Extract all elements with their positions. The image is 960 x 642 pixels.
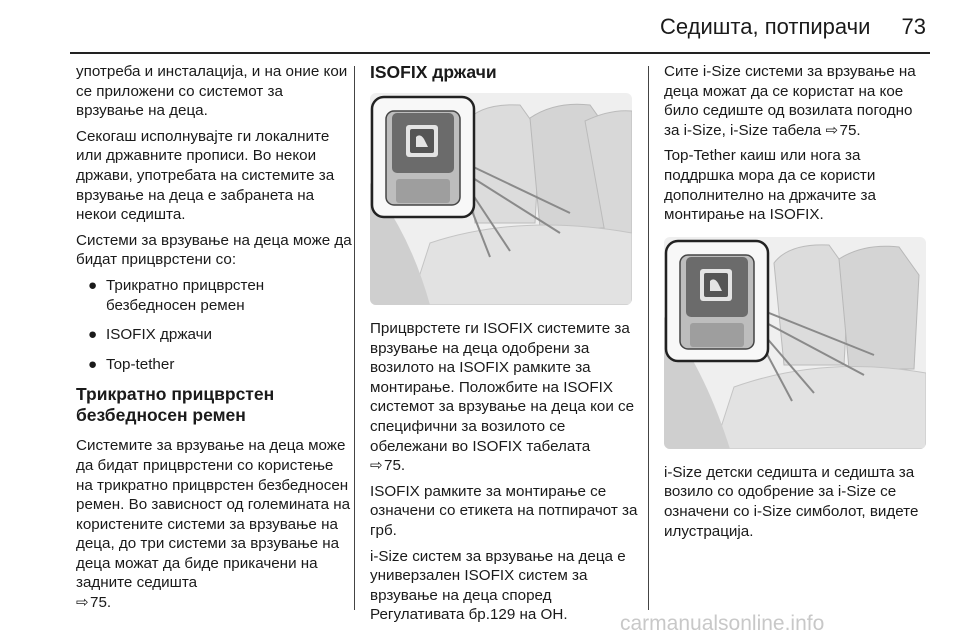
restraint-methods-list [76, 276, 354, 374]
isize-mounting-illustration [664, 237, 926, 449]
list-item: ● ISOFIX држачи [88, 326, 212, 344]
page-header [660, 14, 930, 48]
col2-paragraph-3: i-Size систем за врзување на деца е универзален ISOFIX систем за врзување на деца според Регулативата бр.129 на ОН. [370, 547, 626, 624]
col1-paragraph-1: употреба и инсталација, и на оние кои се приложени со системот за врзување на деца. [76, 63, 348, 120]
column-1 [76, 62, 354, 619]
list-item: ● Трикратно прицврстен безбедносен ремен [88, 276, 265, 314]
page-number: 73 [901, 14, 926, 39]
arrow-reference-icon: ⇨ [370, 457, 383, 475]
three-point-belt-heading: Трикратно прицврстен безбедносен ремен [76, 384, 275, 426]
col1-paragraph-4: Системите за врзување на деца може да бидат прицврстени со користење на трикратно прицврстен безбедносен ремен. Во зависност од големината на користените системи за врзување на деца, до три системи за врзување на деца можат да биде прикачени на задните седишта ⇨75. [76, 437, 351, 612]
section-title: Седишта, потпирачи [660, 14, 871, 39]
bullet-dot-icon: ● [88, 355, 98, 373]
page-reference[interactable]: 75. [839, 121, 861, 139]
col3-paragraph-1: Сите i-Size системи за врзување на деца можат да се користат на кое било седиште од возилата погодно за i-Size, i-Size табела ⇨75. [664, 63, 916, 139]
column-2 [370, 62, 640, 631]
isofix-mounting-illustration [370, 93, 632, 305]
column-divider-1 [354, 66, 355, 610]
col3-paragraph-2: Top-Tether каиш или нога за поддршка мора да се користи дополнително на држачите за монтирање на ISOFIX. [664, 147, 876, 224]
bullet-dot-icon: ● [88, 326, 98, 344]
col1-paragraph-2: Секогаш исполнувајте ги локалните или државните прописи. Во некои држави, употребата на системите за врзување на деца е забранета на некои седишта. [76, 127, 335, 224]
page-reference[interactable]: 75. [384, 457, 406, 475]
arrow-reference-icon: ⇨ [825, 121, 839, 139]
column-3 [664, 62, 930, 547]
arrow-reference-icon: ⇨ [76, 594, 89, 612]
watermark: carmanualsonline.info [620, 612, 825, 635]
col2-paragraph-2: ISOFIX рамките за монтирање се означени со етикета на потпирачот за грб. [370, 482, 638, 539]
page-reference[interactable]: 75. [90, 594, 112, 612]
list-item: ● Top-tether [88, 355, 175, 373]
column-divider-2 [648, 66, 649, 610]
bullet-dot-icon: ● [88, 276, 98, 294]
col3-paragraph-3: i-Size детски седишта и седишта за возило со одобрение за i-Size се означени со i-Size симболот, видете илустрација. [664, 463, 919, 540]
col2-paragraph-1: Прицврстете ги ISOFIX системите за врзување на деца одобрени за возилото на ISOFIX рамките за монтирање. Положбите на ISOFIX системот за врзување на деца кои се специфични за возилото се обележани во ISOFIX табелата ⇨75. [370, 320, 635, 475]
col1-paragraph-3: Системи за врзување на деца може да бидат прицврстени со: [76, 231, 352, 269]
header-rule [70, 52, 930, 54]
isofix-heading: ISOFIX држачи [370, 62, 497, 82]
